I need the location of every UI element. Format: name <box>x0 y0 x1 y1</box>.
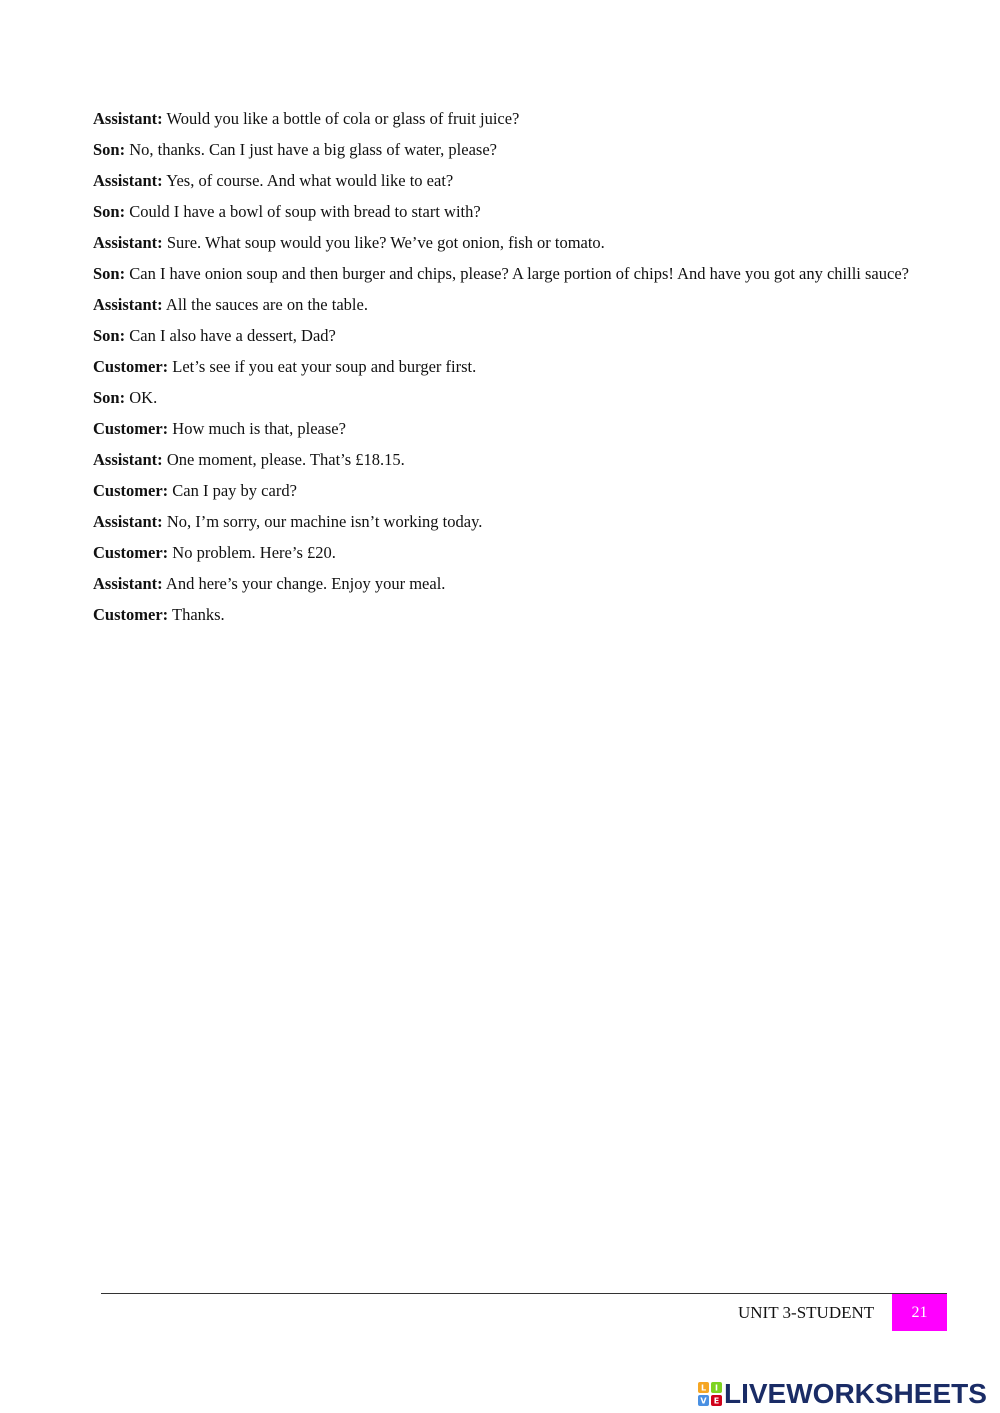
footer-divider <box>101 1293 947 1294</box>
speaker-label: Son: <box>93 326 126 345</box>
speaker-label: Customer: <box>93 543 169 562</box>
liveworksheets-logo-icon <box>698 1382 722 1406</box>
speaker-label: Assistant: <box>93 233 163 252</box>
dialogue-list <box>93 103 943 630</box>
liveworksheets-wordmark: LIVEWORKSHEETS <box>724 1378 987 1409</box>
svg-text:V: V <box>700 1396 707 1406</box>
dialogue-line <box>93 475 943 506</box>
dialogue-text: Could I have a bowl of soup with bread to start with? <box>129 202 481 221</box>
dialogue-line <box>93 351 943 382</box>
dialogue-text: And here’s your change. Enjoy your meal. <box>165 574 446 593</box>
dialogue-line <box>93 103 943 134</box>
dialogue-text: Would you like a bottle of cola or glass of fruit juice? <box>166 109 520 128</box>
dialogue-text: OK. <box>129 388 158 407</box>
dialogue-line <box>93 413 943 444</box>
svg-text:E: E <box>713 1396 720 1406</box>
page-number: 21 <box>892 1294 947 1331</box>
speaker-label: Assistant: <box>93 171 163 190</box>
dialogue-line <box>93 258 943 289</box>
speaker-label: Customer: <box>93 481 169 500</box>
dialogue-text: No problem. Here’s £20. <box>172 543 336 562</box>
dialogue-line <box>93 382 943 413</box>
dialogue-text: No, thanks. Can I just have a big glass of water, please? <box>129 140 497 159</box>
speaker-label: Customer: <box>93 605 169 624</box>
speaker-label: Son: <box>93 202 126 221</box>
footer-unit-label: UNIT 3-STUDENT <box>738 1303 875 1322</box>
speaker-label: Assistant: <box>93 512 163 531</box>
dialogue-text: Let’s see if you eat your soup and burger first. <box>172 357 477 376</box>
dialogue-line <box>93 134 943 165</box>
speaker-label: Son: <box>93 264 126 283</box>
speaker-label: Assistant: <box>93 574 163 593</box>
dialogue-text: Can I have onion soup and then burger and chips, please? A large portion of chips! And have you got any chilli sauce? <box>129 264 909 283</box>
dialogue-text: Can I also have a dessert, Dad? <box>129 326 336 345</box>
dialogue-line <box>93 568 943 599</box>
dialogue-line <box>93 506 943 537</box>
dialogue-text: One moment, please. That’s £18.15. <box>166 450 405 469</box>
speaker-label: Assistant: <box>93 450 163 469</box>
dialogue-text: Can I pay by card? <box>172 481 297 500</box>
dialogue-line <box>93 289 943 320</box>
dialogue-line <box>93 599 943 630</box>
dialogue-text: Thanks. <box>171 605 225 624</box>
dialogue-text: All the sauces are on the table. <box>165 295 368 314</box>
speaker-label: Son: <box>93 388 126 407</box>
svg-text:I: I <box>715 1383 718 1393</box>
dialogue-line <box>93 227 943 258</box>
dialogue-line <box>93 537 943 568</box>
dialogue-text: Sure. What soup would you like? We’ve got onion, fish or tomato. <box>166 233 605 252</box>
speaker-label: Assistant: <box>93 109 163 128</box>
dialogue-text: Yes, of course. And what would like to eat? <box>166 171 454 190</box>
dialogue-line <box>93 320 943 351</box>
speaker-label: Son: <box>93 140 126 159</box>
speaker-label: Customer: <box>93 357 169 376</box>
dialogue-line <box>93 196 943 227</box>
liveworksheets-brand[interactable] <box>698 1376 987 1412</box>
speaker-label: Customer: <box>93 419 169 438</box>
dialogue-text: No, I’m sorry, our machine isn’t working today. <box>166 512 483 531</box>
svg-text:L: L <box>700 1383 707 1393</box>
dialogue-text: How much is that, please? <box>172 419 346 438</box>
speaker-label: Assistant: <box>93 295 163 314</box>
dialogue-line <box>93 165 943 196</box>
dialogue-line <box>93 444 943 475</box>
